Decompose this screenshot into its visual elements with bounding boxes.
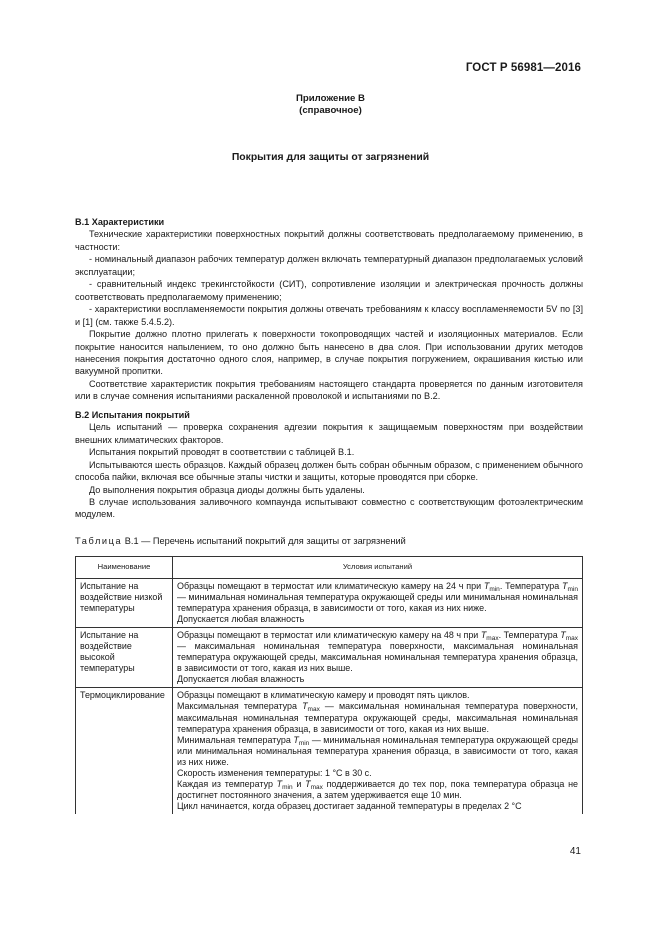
column-header-conditions: Условия испытаний	[173, 557, 583, 579]
standard-number: ГОСТ Р 56981—2016	[465, 62, 581, 74]
b1-paragraph-3: Соответствие характеристик покрытия требованиям настоящего стандарта проверяется по данным изготовителя или в случае сомнения испытаниями раскаленной проволокой и испытаниями по В.2.	[75, 378, 583, 402]
table-caption-text: В.1 — Перечень испытаний покрытий для защиты от загрязнений	[124, 536, 406, 546]
page-number: 41	[569, 846, 581, 857]
test-conditions-cell	[173, 628, 583, 688]
table-caption	[75, 536, 406, 546]
b1-list-item-2: - сравнительный индекс трекингстойкости (СИТ), сопротивление изоляции и электрическая прочность должны соответствовать предполагаемому применению;	[75, 279, 583, 302]
b1-heading: В.1 Характеристики	[75, 217, 165, 227]
test-conditions-cell	[173, 579, 583, 628]
b2-paragraph-2: Испытания покрытий проводят в соответствии с таблицей В.1.	[89, 447, 355, 458]
table-caption-word: Таблица	[75, 536, 123, 546]
table-header-row	[76, 557, 583, 579]
humidity-note: Допускается любая влажность	[177, 614, 305, 625]
annex-heading	[0, 93, 661, 117]
test-name-cell: Испытание на воздействие высокой температуры	[76, 628, 173, 688]
body-text	[75, 216, 583, 521]
table-row	[76, 579, 583, 628]
b2-paragraph-3: Испытываются шесть образцов. Каждый образец должен быть собран обычным образом, с применением обычного способа пайки, включая все обычные этапы чистки и защиты, которые проводятся при сборке.	[75, 459, 583, 483]
annex-kind: (справочное)	[299, 105, 362, 116]
cycling-line-4: Скорость изменения температуры: 1 °С в 30 с.	[177, 767, 372, 778]
table-row	[76, 628, 583, 688]
cycling-line-2: Максимальная температура $T_{max}$ — максимальная номинальная температура поверхности, максимальная номинальная температура окружающей среды, максимальная номинальная температура хранения образца, в зависимости от того, какая из них выше.	[177, 701, 578, 734]
b2-paragraph-1: Цель испытаний — проверка сохранения адгезии покрытия к защищаемым поверхностям при воздействии внешних климатических факторов.	[75, 422, 583, 445]
cycling-line-1: Образцы помещают в климатическую камеру и проводят пять циклов.	[177, 690, 470, 701]
test-name-cell: Испытание на воздействие низкой температуры	[76, 579, 173, 628]
section-title: Покрытия для защиты от загрязнений	[231, 152, 430, 163]
b2-paragraph-5: В случае использования заливочного компаунда испытывают совместно с соответствующим фотоэлектрическим модулем.	[75, 496, 583, 520]
conditions-text: Образцы помещают в термостат или климатическую камеру на 24 ч при $T_{min}$. Температура $T_{min}$ — минимальная номинальная температура окружающей среды или минимальная номинальная температура хранения образца, в зависимости от того, какая из них ниже.	[177, 581, 578, 614]
b1-list-item-3: - характеристики воспламеняемости покрытия должны отвечать требованиям к классу воспламеняемости 5V по [3] и [1] (см. также 5.4.5.2).	[75, 304, 583, 327]
annex-title: Приложение В	[296, 93, 365, 104]
test-name-cell: Термоциклирование	[76, 688, 173, 814]
tests-table	[75, 556, 583, 814]
test-conditions-cell	[173, 688, 583, 814]
humidity-note: Допускается любая влажность	[177, 674, 305, 685]
b1-list-item-1: - номинальный диапазон рабочих температур должен включать температурный диапазон предполагаемых условий эксплуатации;	[75, 254, 583, 277]
b1-paragraph-1: Технические характеристики поверхностных покрытий должны соответствовать предполагаемому применению, в частности:	[75, 229, 583, 252]
conditions-text: Образцы помещают в термостат или климатическую камеру на 48 ч при $T_{max}$. Температура $T_{max}$ — максимальная номинальная температура поверхности, максимальная номинальная температура окружающей среды, максимальная номинальная температура хранения образца, в зависимости от того, какая из них выше.	[177, 630, 578, 674]
b2-paragraph-4: До выполнения покрытия образца диоды должны быть удалены.	[89, 484, 365, 495]
column-header-name: Наименование	[76, 557, 173, 579]
cycling-line-6: Цикл начинается, когда образец достигает заданной температуры в пределах 2 °С	[177, 800, 522, 811]
b1-paragraph-2: Покрытие должно плотно прилегать к поверхности токопроводящих частей и изоляционных материалов. Если покрытие наносится напылением, то оно должно быть нанесено в два слоя. При использовании других методов нанесения покрытия достаточно одного слоя, например, в случае покрытия погружением, окрашивания кистью или вакуумной пропитки.	[75, 329, 583, 377]
b2-heading: В.2 Испытания покрытий	[75, 409, 190, 420]
cycling-line-5: Каждая из температур $T_{min}$ и $T_{max}$ поддерживается до тех пор, пока температура образца не достигнет постоянного значения, а затем удерживается еще 10 мин.	[177, 778, 579, 800]
table-row	[76, 688, 583, 814]
cycling-line-3: Минимальная температура $T_{min}$ — минимальная номинальная температура окружающей среды или минимальная номинальная температура хранения образца, в зависимости от того, какая из них ниже.	[177, 734, 578, 767]
